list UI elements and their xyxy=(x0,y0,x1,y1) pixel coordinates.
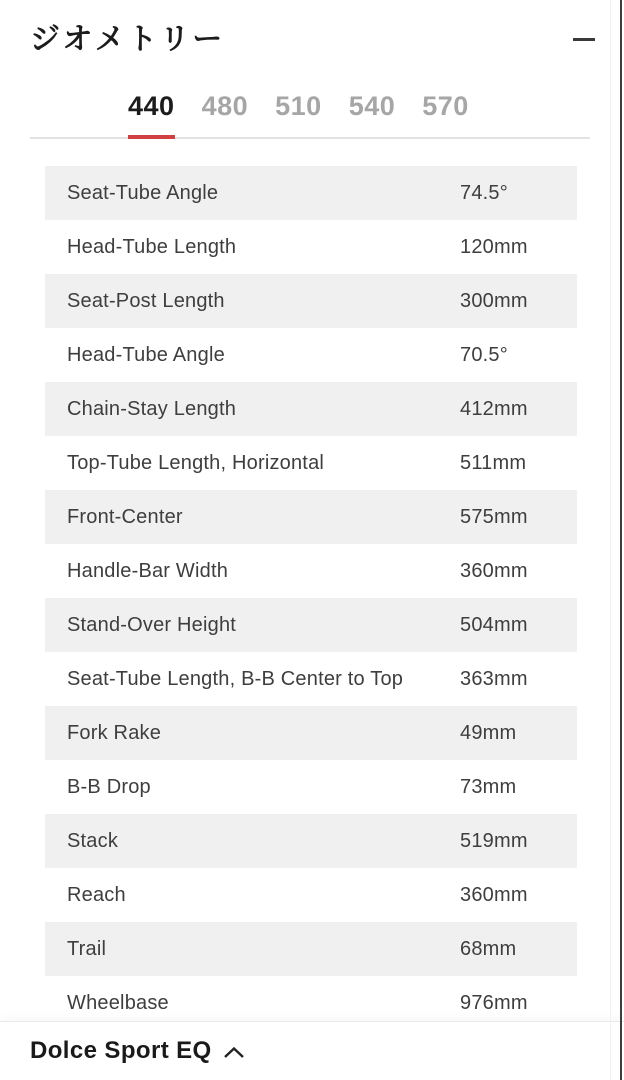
row-value: 976mm xyxy=(460,991,528,1014)
minus-icon[interactable] xyxy=(573,38,595,41)
row-label: Handle-Bar Width xyxy=(67,559,229,582)
size-tab-440[interactable]: 440 xyxy=(128,93,175,137)
size-tab-510[interactable]: 510 xyxy=(275,91,322,121)
row-label: Wheelbase xyxy=(67,991,169,1014)
row-label: B-B Drop xyxy=(67,775,151,798)
table-row xyxy=(45,814,577,868)
chevron-up-icon xyxy=(223,1046,245,1059)
table-row xyxy=(45,598,577,652)
table-row xyxy=(45,382,577,436)
row-value: 360mm xyxy=(460,883,528,906)
right-edge-track xyxy=(610,0,611,1080)
row-value: 511mm xyxy=(460,451,527,474)
size-tab-bar xyxy=(30,93,590,139)
size-tab-480[interactable]: 480 xyxy=(201,91,249,121)
table-row xyxy=(45,544,577,598)
row-value: 363mm xyxy=(460,667,528,690)
row-value: 49mm xyxy=(460,721,517,744)
row-label: Stack xyxy=(67,829,119,852)
row-label: Reach xyxy=(67,883,126,906)
table-row xyxy=(45,328,577,382)
row-value: 74.5° xyxy=(460,181,508,204)
table-row xyxy=(45,922,577,976)
row-label: Top-Tube Length, Horizontal xyxy=(67,451,325,474)
model-name: Dolce Sport EQ xyxy=(30,1037,212,1064)
size-tab-540[interactable]: 540 xyxy=(348,91,396,121)
row-label: Stand-Over Height xyxy=(67,613,237,636)
row-value: 519mm xyxy=(460,829,528,852)
row-label: Trail xyxy=(67,937,107,960)
geometry-table xyxy=(45,166,577,1030)
row-label: Front-Center xyxy=(67,505,183,528)
row-label: Seat-Tube Angle xyxy=(67,181,219,204)
row-value: 412mm xyxy=(460,397,528,420)
size-tab-570[interactable]: 570 xyxy=(422,91,469,121)
geometry-section-header xyxy=(0,0,624,58)
table-row xyxy=(45,706,577,760)
table-row xyxy=(45,166,577,220)
section-title: ジオメトリー xyxy=(30,23,225,56)
table-row xyxy=(45,220,577,274)
row-label: Fork Rake xyxy=(67,721,162,744)
row-value: 360mm xyxy=(460,559,528,582)
table-row xyxy=(45,652,577,706)
row-label: Seat-Post Length xyxy=(67,289,225,312)
row-label: Head-Tube Angle xyxy=(67,343,225,366)
row-value: 68mm xyxy=(460,937,517,960)
table-row xyxy=(45,868,577,922)
row-value: 300mm xyxy=(460,289,528,312)
row-value: 70.5° xyxy=(460,343,508,366)
table-row xyxy=(45,436,577,490)
table-row xyxy=(45,760,577,814)
row-value: 73mm xyxy=(460,775,517,798)
row-label: Chain-Stay Length xyxy=(67,397,237,420)
row-value: 120mm xyxy=(460,235,528,258)
model-accordion-toggle[interactable] xyxy=(0,1022,624,1080)
table-row xyxy=(45,274,577,328)
row-value: 504mm xyxy=(460,613,528,636)
row-label: Seat-Tube Length, B-B Center to Top xyxy=(67,667,404,690)
row-value: 575mm xyxy=(460,505,528,528)
row-label: Head-Tube Length xyxy=(67,235,237,258)
window-right-border xyxy=(620,0,622,1080)
table-row xyxy=(45,490,577,544)
